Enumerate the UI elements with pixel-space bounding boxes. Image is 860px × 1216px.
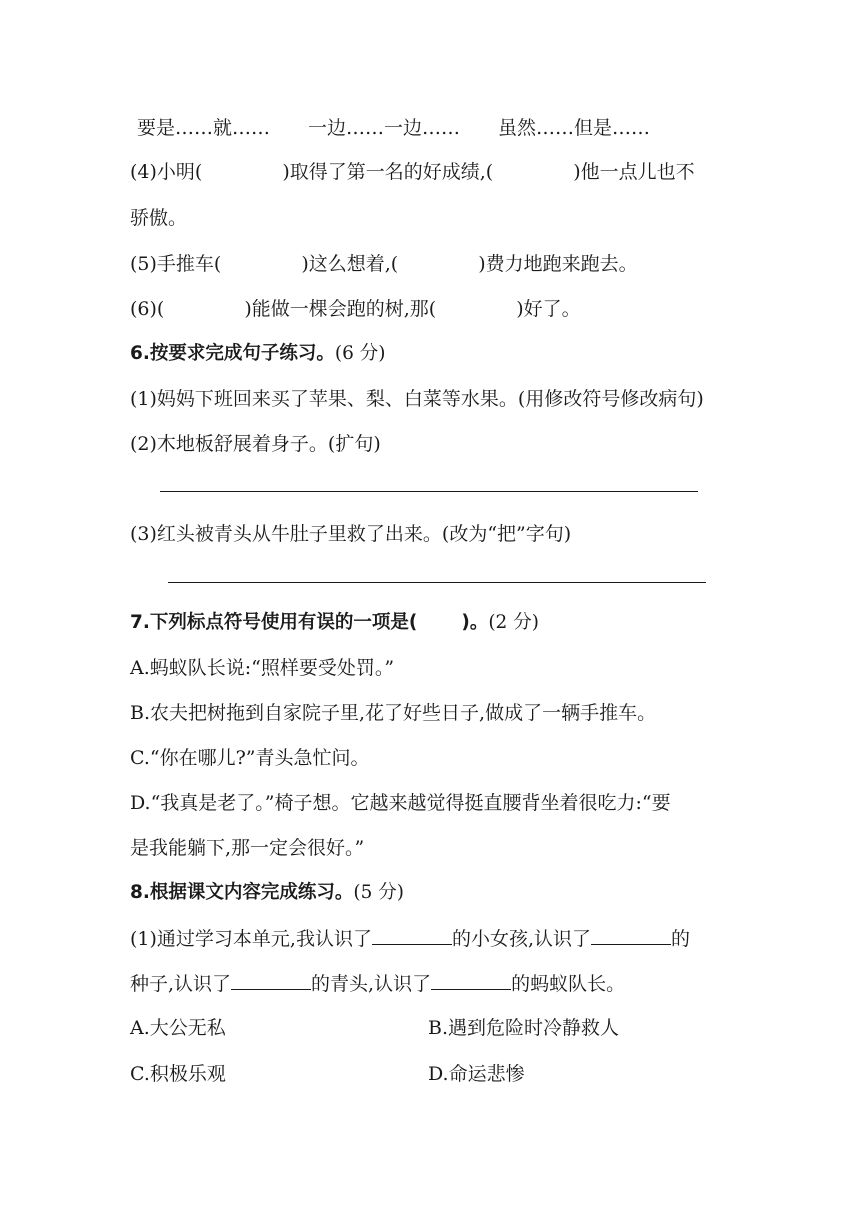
q5-item-5: (5)手推车( )这么想着,( )费力地跑来跑去。 <box>130 253 638 275</box>
connective-a: 要是……就…… <box>137 117 271 139</box>
q8-blank-3[interactable] <box>231 971 311 990</box>
q6-heading: 6.按要求完成句子练习。(6 分) <box>130 343 386 364</box>
q8-line-1: (1)通过学习本单元,我认识了 的小女孩,认识了 的 <box>130 928 691 950</box>
q8-line-2: 种子,认识了 的青头,认识了 的蚂蚁队长。 <box>130 973 626 995</box>
q8-blank-2[interactable] <box>591 926 671 945</box>
q6-sentence-2: (2)木地板舒展着身子。(扩句) <box>130 433 381 455</box>
q6-sentence-1: (1)妈妈下班回来买了苹果、梨、白菜等水果。(用修改符号修改病句) <box>130 388 704 410</box>
q8-blank-4[interactable] <box>431 971 511 990</box>
q7-option-a: A.蚂蚁队长说:“照样要受处罚。” <box>130 657 395 679</box>
q7-option-d: D.“我真是老了。”椅子想。它越来越觉得挺直腰背坐着很吃力:“要 <box>130 792 671 814</box>
connective-c: 虽然……但是…… <box>498 117 651 139</box>
q6-answer-line-3[interactable] <box>168 582 706 583</box>
q8-option-c: C.积极乐观 <box>130 1063 226 1085</box>
q7-option-d-cont: 是我能躺下,那一定会很好。” <box>130 837 365 859</box>
q7-heading: 7.下列标点符号使用有误的一项是( )。(2 分) <box>130 612 539 633</box>
q6-sentence-3: (3)红头被青头从牛肚子里救了出来。(改为“把”字句) <box>130 523 572 545</box>
connectives-row <box>137 116 650 140</box>
q5-item-6: (6)( )能做一棵会跑的树,那( )好了。 <box>130 298 581 320</box>
q8-option-b: B.遇到危险时冷静救人 <box>428 1017 620 1039</box>
q7-option-c: C.“你在哪儿?”青头急忙问。 <box>130 747 370 769</box>
q5-item-4: (4)小明( )取得了第一名的好成绩,( )他一点儿也不 <box>130 161 695 183</box>
connective-b: 一边……一边…… <box>308 117 461 139</box>
q5-item-4-cont: 骄傲。 <box>130 207 188 229</box>
q6-answer-line-2[interactable] <box>160 491 698 492</box>
q8-option-a: A.大公无私 <box>130 1017 226 1039</box>
q7-option-b: B.农夫把树拖到自家院子里,花了好些日子,做成了一辆手推车。 <box>130 702 657 724</box>
q8-heading: 8.根据课文内容完成练习。(5 分) <box>130 882 404 903</box>
q8-blank-1[interactable] <box>372 926 452 945</box>
q8-option-d: D.命运悲惨 <box>428 1063 525 1085</box>
